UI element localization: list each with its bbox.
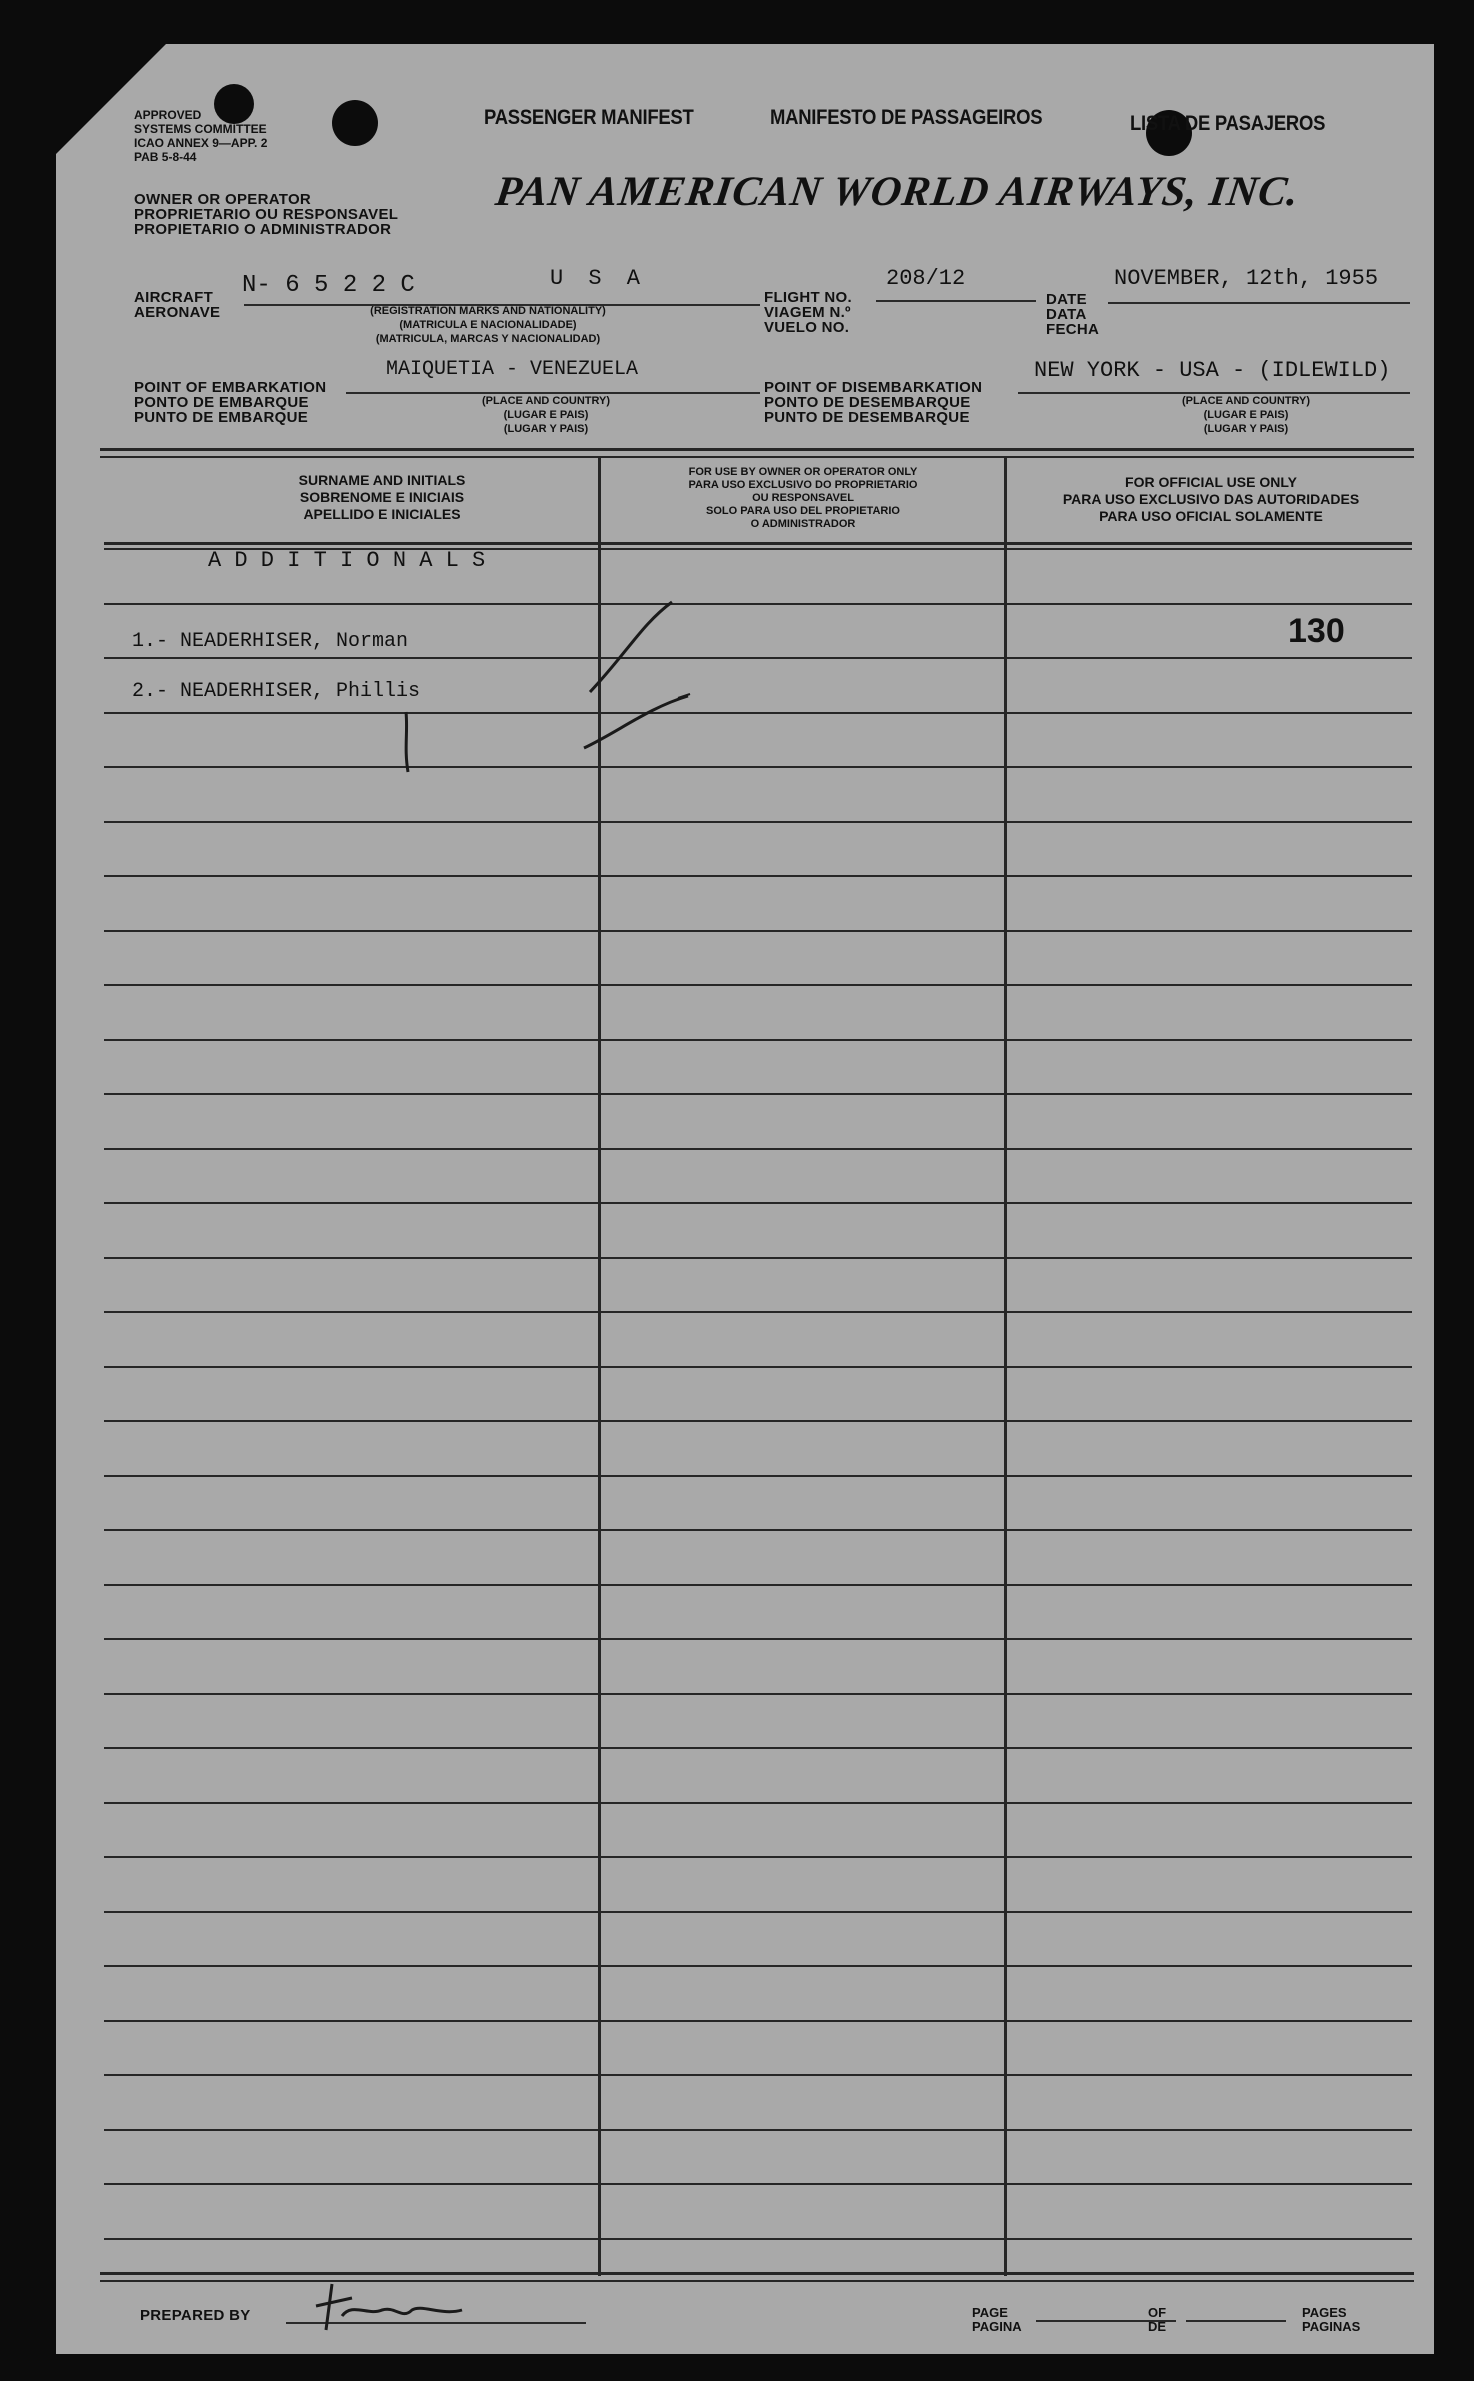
embarkation-label: PUNTO DE EMBARQUE — [134, 409, 309, 426]
table-top-rule — [100, 448, 1414, 451]
row-rule — [104, 875, 1412, 877]
row-rule — [104, 1475, 1412, 1477]
column-header-line: SOLO PARA USO DEL PROPIETARIO — [706, 505, 900, 517]
embarkation-labels — [134, 380, 326, 425]
row-rule — [104, 1311, 1412, 1313]
company-name: PAN AMERICAN WORLD AIRWAYS, INC. — [492, 169, 1303, 215]
flight-number: 208/12 — [886, 266, 966, 291]
row-rule — [104, 1093, 1412, 1095]
punch-hole-left — [332, 100, 378, 146]
row-rule — [104, 930, 1412, 932]
column-header-line: FOR USE BY OWNER OR OPERATOR ONLY — [688, 466, 918, 478]
embarkation-caption — [436, 394, 656, 436]
row-rule — [104, 1420, 1412, 1422]
approval-line: SYSTEMS COMMITTEE — [134, 122, 267, 136]
date-underline — [1108, 302, 1410, 304]
column-header-line: SOBRENOME E INICIAIS — [299, 489, 465, 505]
disembarkation-label: PONTO DE DESEMBARQUE — [764, 394, 971, 411]
date-value: NOVEMBER, 12th, 1955 — [1114, 266, 1379, 291]
row-rule — [104, 603, 1412, 605]
table-top-rule-2 — [100, 456, 1414, 458]
column-header-line: APELLIDO E INICIALES — [303, 506, 461, 522]
table-bottom-rule-2 — [100, 2280, 1414, 2282]
check-mark-row-2 — [578, 648, 698, 758]
title-manifesto-de-passageiros: MANIFESTO DE PASSAGEIROS — [770, 106, 1043, 129]
row-rule — [104, 1638, 1412, 1640]
approval-block — [134, 108, 267, 164]
preparer-signature — [312, 2276, 512, 2346]
section-label: A D D I T I O N A L S — [208, 548, 486, 573]
row-rule — [104, 1802, 1412, 1804]
approval-line: APPROVED — [134, 108, 202, 122]
handwritten-tick — [394, 708, 424, 778]
disembarkation-label: PUNTO DE DESEMBARQUE — [764, 409, 970, 426]
column-header-operator — [604, 466, 1002, 531]
row-rule — [104, 1911, 1412, 1913]
flight-label: VIAGEM N.º — [764, 304, 851, 321]
flight-label: FLIGHT NO. — [764, 289, 852, 306]
aircraft-caption-line: (MATRICULA, MARCAS Y NACIONALIDAD) — [375, 333, 601, 345]
approval-line: PAB 5-8-44 — [134, 150, 197, 164]
row-rule — [104, 1584, 1412, 1586]
aircraft-labels — [134, 290, 220, 320]
column-header-line: PARA USO EXCLUSIVO DAS AUTORIDADES — [1062, 491, 1360, 507]
column-header-line: O ADMINISTRADOR — [750, 518, 856, 530]
row-rule — [104, 1747, 1412, 1749]
column-header-line: PARA USO EXCLUSIVO DO PROPRIETARIO — [688, 479, 918, 491]
embarkation-label: POINT OF EMBARKATION — [134, 379, 327, 396]
pages-label-line: PAGES — [1302, 2305, 1347, 2320]
row-rule — [104, 2183, 1412, 2185]
aircraft-nationality: U S A — [550, 266, 647, 291]
flight-label: VUELO NO. — [764, 319, 850, 336]
column-header-line: SURNAME AND INITIALS — [298, 472, 466, 488]
row-rule — [104, 766, 1412, 768]
row-rule — [104, 984, 1412, 986]
row-rule — [104, 712, 1412, 714]
passenger-row-2: 2.- NEADERHISER, Phillis — [132, 680, 421, 703]
of-underline — [1186, 2320, 1286, 2322]
owner-label: PROPRIETARIO OU RESPONSAVEL — [134, 206, 399, 223]
aircraft-label: AERONAVE — [134, 304, 221, 321]
row-rule — [104, 2020, 1412, 2022]
row-rule — [104, 1257, 1412, 1259]
owner-label: OWNER OR OPERATOR — [134, 191, 312, 208]
aircraft-label: AIRCRAFT — [134, 289, 214, 306]
title-lista-de-pasajeros: LISTA DE PASAJEROS — [1130, 112, 1326, 135]
flight-labels — [764, 290, 852, 335]
title-passenger-manifest: PASSENGER MANIFEST — [484, 106, 694, 129]
owner-labels — [134, 192, 398, 237]
column-header-official — [1006, 474, 1416, 525]
column-header-surname — [154, 472, 610, 523]
disembarkation-caption-line: (LUGAR E PAIS) — [1203, 409, 1289, 421]
column-header-line: FOR OFFICIAL USE ONLY — [1125, 474, 1297, 490]
row-rule — [104, 2238, 1412, 2240]
approval-line: ICAO ANNEX 9—APP. 2 — [134, 136, 268, 150]
of-label-line: DE — [1148, 2319, 1167, 2334]
embarkation-caption-line: (LUGAR E PAIS) — [503, 409, 589, 421]
row-rule — [104, 2129, 1412, 2131]
disembarkation-caption — [1136, 394, 1356, 436]
official-count-stamp: 130 — [1288, 612, 1345, 650]
row-rule — [104, 1366, 1412, 1368]
disembarkation-caption-line: (PLACE AND COUNTRY) — [1181, 395, 1311, 407]
aircraft-caption-line: (MATRICULA E NACIONALIDADE) — [399, 319, 577, 331]
disembarkation-caption-line: (LUGAR Y PAIS) — [1203, 423, 1289, 435]
disembarkation-label: POINT OF DISEMBARKATION — [764, 379, 983, 396]
passenger-row-1: 1.- NEADERHISER, Norman — [132, 630, 409, 653]
embarkation-caption-line: (PLACE AND COUNTRY) — [481, 395, 611, 407]
aircraft-registration: N- 6 5 2 2 C — [242, 272, 415, 299]
table-bottom-rule — [100, 2272, 1414, 2275]
row-rule — [104, 821, 1412, 823]
row-rule — [104, 1039, 1412, 1041]
of-label — [1148, 2306, 1166, 2334]
manifest-sheet — [56, 44, 1434, 2354]
column-header-line: OU RESPONSAVEL — [752, 492, 854, 504]
row-rule — [104, 2074, 1412, 2076]
embarkation-value: MAIQUETIA - VENEZUELA — [386, 358, 639, 381]
date-label: DATE — [1046, 291, 1087, 308]
row-rule — [104, 1965, 1412, 1967]
of-label-line: OF — [1148, 2305, 1167, 2320]
row-rule — [104, 1202, 1412, 1204]
row-rule — [104, 1856, 1412, 1858]
date-label: FECHA — [1046, 321, 1100, 338]
row-rule — [104, 1148, 1412, 1150]
owner-label: PROPIETARIO O ADMINISTRADOR — [134, 221, 392, 238]
page-label-line: PAGINA — [972, 2319, 1022, 2334]
aircraft-caption — [278, 304, 698, 346]
row-rule — [104, 1529, 1412, 1531]
aircraft-caption-line: (REGISTRATION MARKS AND NATIONALITY) — [370, 305, 606, 317]
date-label: DATA — [1046, 306, 1087, 323]
embarkation-label: PONTO DE EMBARQUE — [134, 394, 309, 411]
page-label — [972, 2306, 1022, 2334]
row-rule — [104, 657, 1412, 659]
date-labels — [1046, 292, 1099, 337]
column-header-line: PARA USO OFICIAL SOLAMENTE — [1099, 508, 1323, 524]
disembarkation-value: NEW YORK - USA - (IDLEWILD) — [1034, 358, 1391, 383]
pages-label-line: PAGINAS — [1302, 2319, 1361, 2334]
prepared-by-label: PREPARED BY — [140, 2307, 251, 2324]
disembarkation-labels — [764, 380, 982, 425]
header-separator — [104, 542, 1412, 545]
embarkation-caption-line: (LUGAR Y PAIS) — [503, 423, 589, 435]
flight-underline — [876, 300, 1036, 302]
row-rule — [104, 1693, 1412, 1695]
pages-label — [1302, 2306, 1360, 2334]
page-label-line: PAGE — [972, 2305, 1008, 2320]
